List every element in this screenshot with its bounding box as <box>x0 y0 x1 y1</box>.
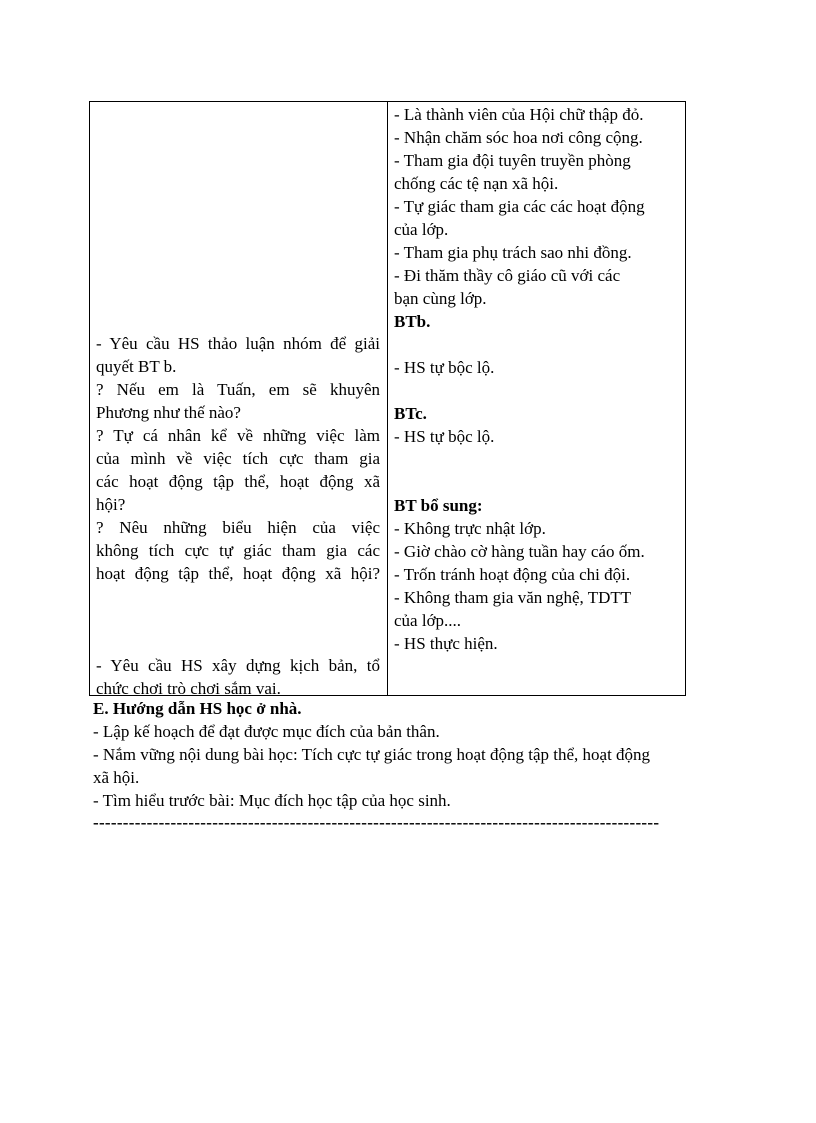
table-left-line: ? Tự cá nhân kể về những việc làm <box>96 426 380 445</box>
column-divider <box>387 102 388 695</box>
section-e-heading: E. Hướng dẫn HS học ở nhà. <box>93 699 302 718</box>
table-right-line: bạn cùng lớp. <box>394 289 487 308</box>
table-left-line: Phương như thế nào? <box>96 403 241 422</box>
table-right-line: - Trốn tránh hoạt động của chi đội. <box>394 565 631 584</box>
separator-line: ----------------------------------------------------------------------------------------------- <box>93 813 660 832</box>
table-left-line: hội? <box>96 495 126 514</box>
exercise-heading-btc: BTc. <box>394 404 427 423</box>
table-left-line: ? Nếu em là Tuấn, em sẽ khuyên <box>96 380 380 399</box>
table-left-line: các hoạt động tập thể, hoạt động xã <box>96 472 380 491</box>
table-right-line: - HS tự bộc lộ. <box>394 427 495 446</box>
table-right-line: - HS thực hiện. <box>394 634 498 653</box>
table-left-line: không tích cực tự giác tham gia các <box>96 541 380 560</box>
table-right-line: - Tự giác tham gia các các hoạt động <box>394 197 645 216</box>
table-right-line: - Đi thăm thầy cô giáo cũ với các <box>394 266 621 285</box>
activity-table <box>89 101 686 696</box>
table-right-line: - Là thành viên của Hội chữ thập đỏ. <box>394 105 644 124</box>
table-right-line: - Nhận chăm sóc hoa nơi công cộng. <box>394 128 643 147</box>
table-right-line: - Giờ chào cờ hàng tuần hay cáo ốm. <box>394 542 645 561</box>
table-right-line: - Tham gia phụ trách sao nhi đồng. <box>394 243 632 262</box>
table-right-line: - HS tự bộc lộ. <box>394 358 495 377</box>
table-left-line: - Yêu cầu HS xây dựng kịch bản, tổ <box>96 656 380 675</box>
section-e-line: - Nắm vững nội dung bài học: Tích cực tự giác trong hoạt động tập thể, hoạt động <box>93 745 651 764</box>
table-right-line: - Tham gia đội tuyên truyền phòng <box>394 151 631 170</box>
section-e-line: xã hội. <box>93 768 140 787</box>
section-e-line: - Lập kế hoạch để đạt được mục đích của bản thân. <box>93 722 440 741</box>
table-left-line: quyết BT b. <box>96 357 177 376</box>
table-left-line: - Yêu cầu HS thảo luận nhóm để giải <box>96 334 380 353</box>
table-right-line: - Không trực nhật lớp. <box>394 519 546 538</box>
section-e-line: - Tìm hiểu trước bài: Mục đích học tập của học sinh. <box>93 791 451 810</box>
table-right-line: - Không tham gia văn nghệ, TDTT <box>394 588 632 607</box>
exercise-heading-btb: BTb. <box>394 312 431 331</box>
table-right-line: của lớp. <box>394 220 449 239</box>
table-left-line: ? Nêu những biểu hiện của việc <box>96 518 380 537</box>
table-left-line: của mình về việc tích cực tham gia <box>96 449 380 468</box>
exercise-heading-supplement: BT bổ sung: <box>394 496 483 515</box>
table-left-line: chức chơi trò chơi sắm vai. <box>96 679 281 698</box>
table-right-line: của lớp.... <box>394 611 462 630</box>
table-right-line: chống các tệ nạn xã hội. <box>394 174 559 193</box>
table-left-line: hoạt động tập thể, hoạt động xã hội? <box>96 564 380 583</box>
